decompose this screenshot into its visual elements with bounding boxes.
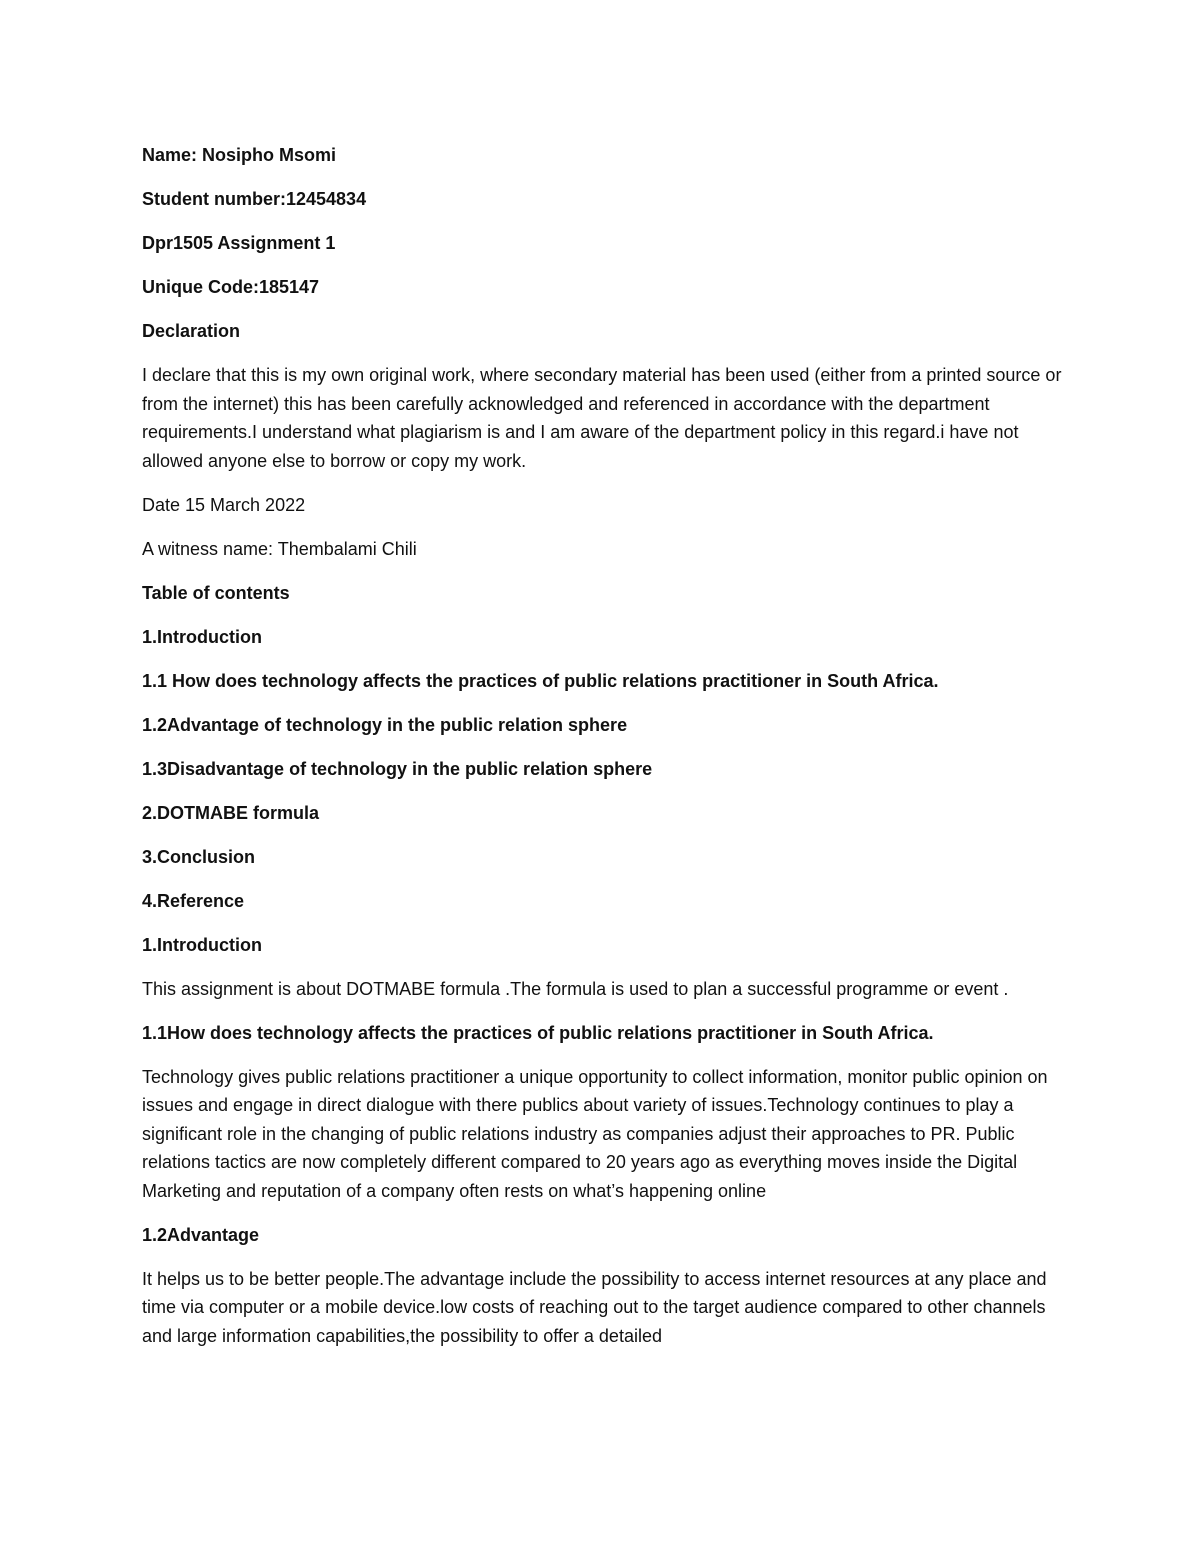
toc-item: 1.1 How does technology affects the practices of public relations practitioner in South Africa.	[142, 670, 939, 691]
toc-item: 2.DOTMABE formula	[142, 802, 320, 823]
declaration-heading: Declaration	[142, 321, 241, 341]
date-line: Date 15 March 2022	[142, 494, 306, 515]
toc-heading: Table of contents	[142, 582, 290, 603]
section-1-2-heading: 1.2Advantage	[142, 1224, 260, 1245]
intro-heading: 1.Introduction	[142, 934, 262, 955]
section-1-2-text: It helps us to be better people.The advantage include the possibility to access internet resources at any place and time via computer or a mobile device.low costs of reaching out to the target audience compared to other channels and large information capabilities,the possibility to offer a detailed	[142, 1268, 1047, 1346]
intro-text: This assignment is about DOTMABE formula .The formula is used to plan a successful programme or event .	[142, 978, 1009, 999]
unique-code: Unique Code:185147	[142, 277, 320, 297]
assignment-title: Dpr1505 Assignment 1	[142, 233, 336, 253]
document-body	[142, 141, 1072, 1366]
section-1-1-text: Technology gives public relations practitioner a unique opportunity to collect information, monitor public opinion on issues and engage in direct dialogue with there publics about variety of issues.Technology continues to play a significant role in the changing of public relations industry as companies adjust their approaches to PR. Public relations tactics are now completely different compared to 20 years ago as everything moves inside the Digital Marketing and reputation of a company often rests on what’s happening online	[142, 1066, 1048, 1201]
declaration-text: I declare that this is my own original work, where secondary material has been used (either from a printed source or from the internet) this has been carefully acknowledged and referenced in accordance with the department requirements.I understand what plagiarism is and I am aware of the department policy in this regard.i have not allowed anyone else to borrow or copy my work.	[142, 365, 1062, 471]
student-number: Student number:12454834	[142, 189, 367, 209]
toc-item: 1.3Disadvantage of technology in the public relation sphere	[142, 758, 653, 779]
toc-item: 1.Introduction	[142, 626, 262, 647]
toc-item: 4.Reference	[142, 890, 245, 911]
section-1-1-heading: 1.1How does technology affects the practices of public relations practitioner in South Africa.	[142, 1022, 934, 1043]
student-name: Name: Nosipho Msomi	[142, 145, 337, 165]
witness-line: A witness name: Thembalami Chili	[142, 538, 417, 559]
toc-item: 3.Conclusion	[142, 846, 256, 867]
toc-item: 1.2Advantage of technology in the public relation sphere	[142, 714, 628, 735]
